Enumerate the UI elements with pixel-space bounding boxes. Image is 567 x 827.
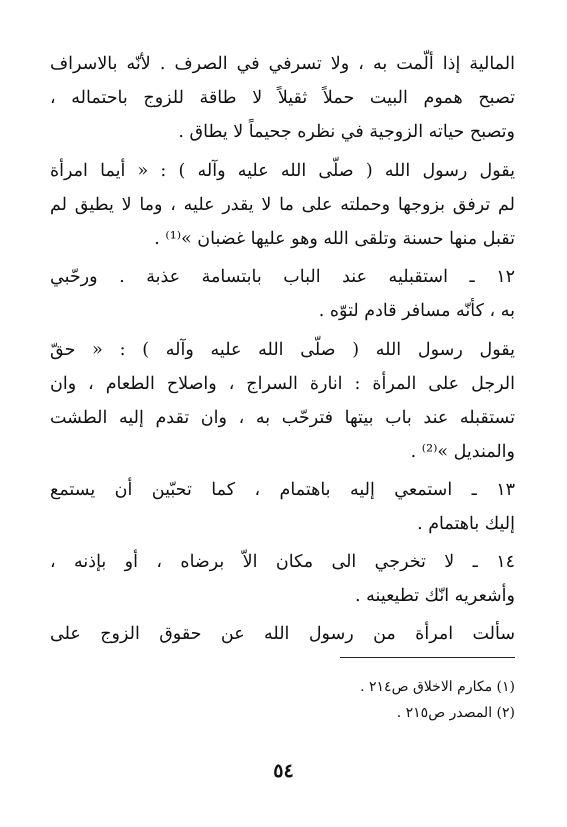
footnote-2: (٢) المصدر ص٢١٥ . — [396, 705, 515, 721]
text-line-9: يقول رسول الله ( صلّى الله عليه وآله ) : « حقّ — [50, 340, 515, 360]
text-line-3: وتصبح حياته الزوجية في نظره جحيماً لا يطاق . — [178, 122, 515, 142]
text-line-11: تستقبله عند باب بيتها فترحّب به ، وان تقدم إليه الطشت — [50, 408, 515, 428]
text-line-17: سألت امرأة من رسول الله عن حقوق الزوج على — [50, 624, 515, 644]
text-line-4: يقول رسول الله ( صلّى الله عليه وآله ) : « أيما امرأة — [50, 161, 515, 181]
page-number: ٥٤ — [273, 760, 294, 782]
text-line-14: إليك باهتمام . — [417, 514, 515, 534]
text-line-10: الرجل على المرأة : انارة السراج ، واصلاح الطعام ، وان — [50, 374, 515, 394]
footnote-1: (١) مكارم الاخلاق ص٢١٤ . — [360, 679, 515, 695]
text-line-8: به ، كأنّه مسافر قادم لتوّه . — [318, 301, 515, 321]
footnote-separator — [340, 657, 515, 658]
text-line-6: تقبل منها حسنة وتلقى الله وهو عليها غضبان »⁽¹⁾ . — [154, 229, 515, 249]
text-line-7: ١٢ ـ استقبليه عند الباب بابتسامة عذبة . ورحّبي — [50, 267, 515, 287]
text-line-15: ١٤ ـ لا تخرجي الى مكان الاّ برضاه ، أو بإذنه ، — [50, 552, 515, 572]
text-line-13: ١٣ ـ استمعي إليه باهتمام ، كما تحبّين أن يستمع — [50, 480, 515, 500]
text-line-12: والمنديل »⁽²⁾ . — [410, 442, 515, 462]
text-line-1: المالية إذا ألّمت به ، ولا تسرفي في الصرف . لأنّه بالاسراف — [50, 54, 515, 74]
text-line-5: لم ترفق بزوجها وحملته على ما لا يقدر عليه ، وما لا يطيق لم — [50, 195, 515, 215]
text-line-2: تصبح هموم البيت حملاً ثقيلاً لا طاقة للزوج باحتماله ، — [50, 88, 515, 108]
text-line-16: وأشعريه انّك تطيعينه . — [355, 586, 515, 606]
